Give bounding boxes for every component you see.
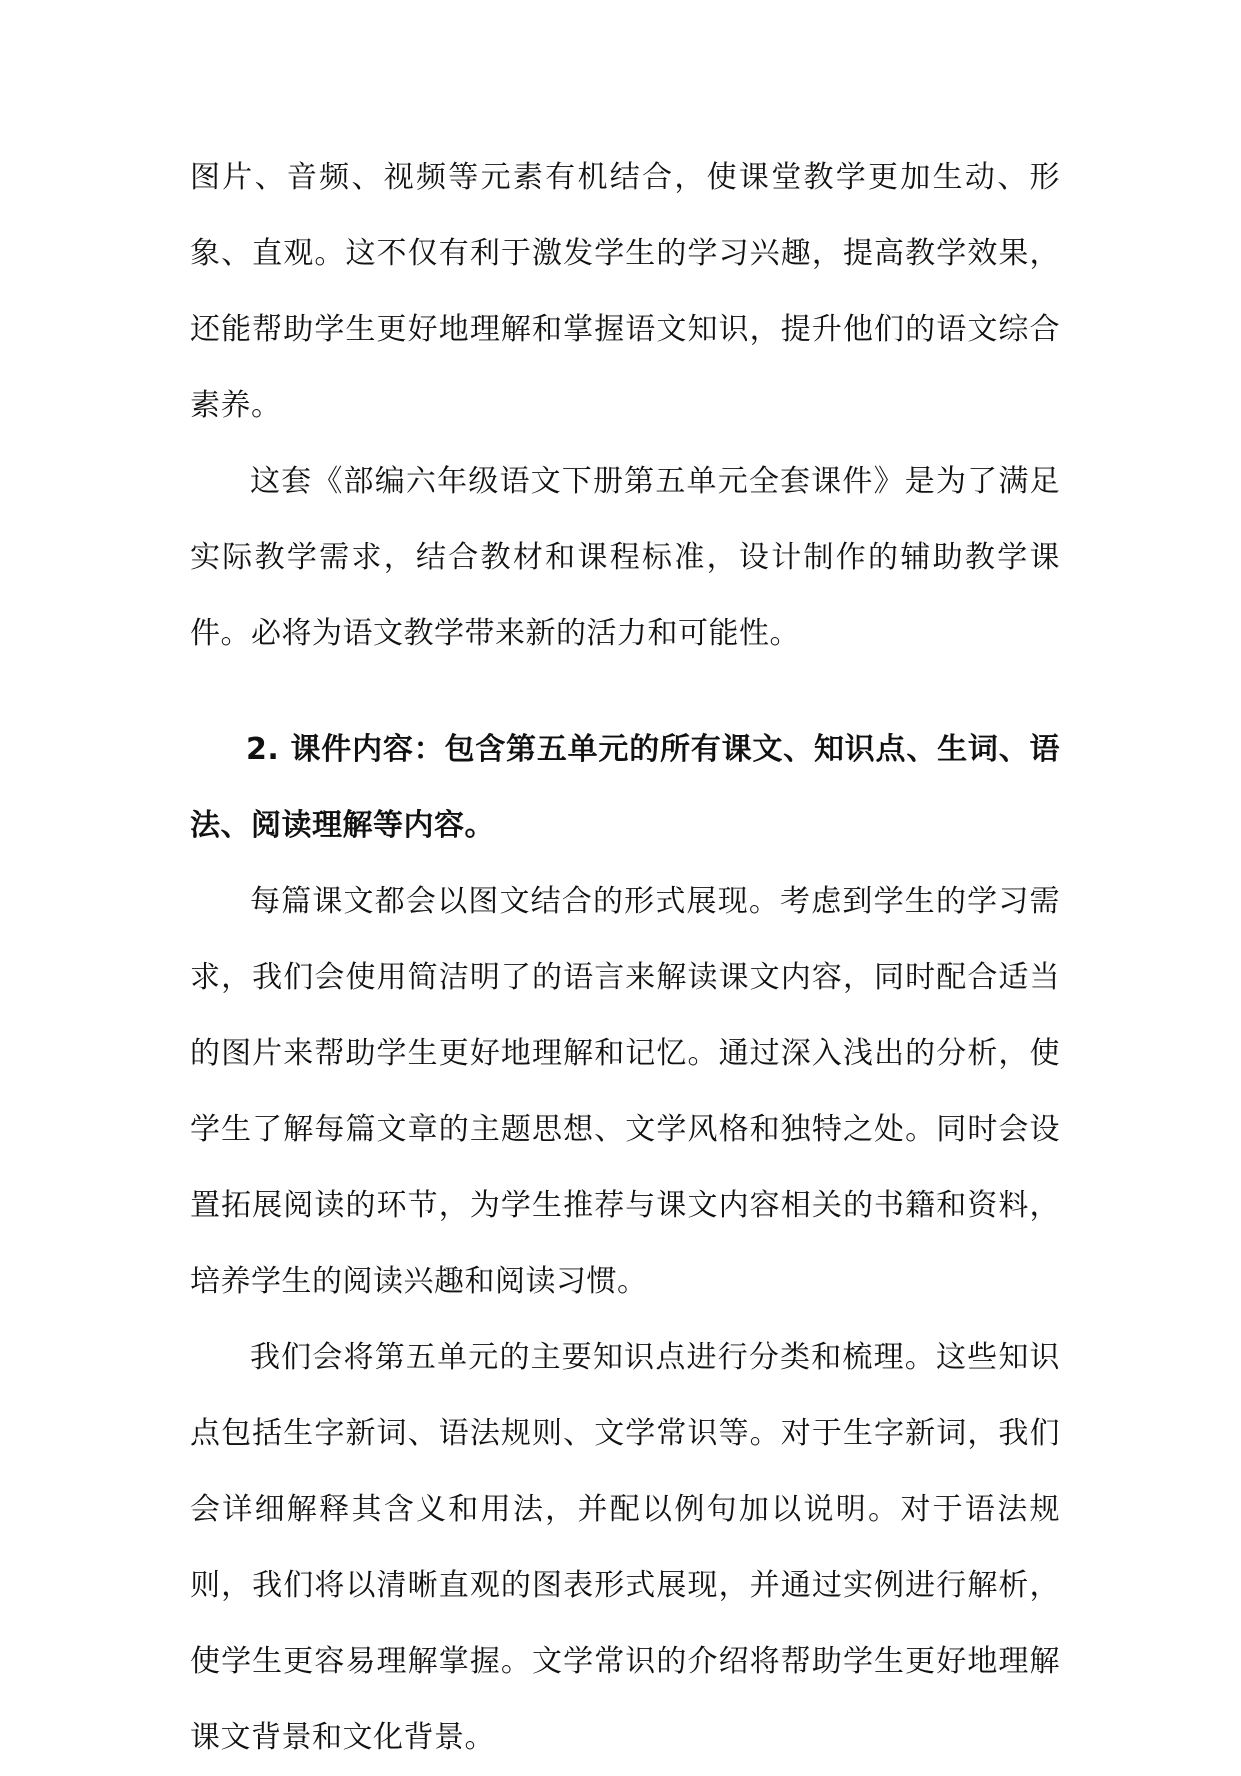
paragraph-knowledge-points: 我们会将第五单元的主要知识点进行分类和梳理。这些知识点包括生字新词、语法规则、文学常识等。对于生字新词，我们会详细解释其含义和用法，并配以例句加以说明。对于语法规则，我们将以清晰直观的图表形式展现，并通过实例进行解析，使学生更容易理解掌握。文学常识的介绍将帮助学生更好地理解课文背景和文化背景。 — [190, 1340, 1060, 1755]
paragraph-texts: 每篇课文都会以图文结合的形式展现。考虑到学生的学习需求，我们会使用简洁明了的语言来解读课文内容，同时配合适当的图片来帮助学生更好地理解和记忆。通过深入浅出的分析，使学生了解每篇文章的主题思想、文学风格和独特之处。同时会设置拓展阅读的环节，为学生推荐与课文内容相关的书籍和资料，培养学生的阅读兴趣和阅读习惯。 — [190, 884, 1060, 1299]
document-body — [190, 140, 1060, 1776]
paragraph-courseware-intro: 这套《部编六年级语文下册第五单元全套课件》是为了满足实际教学需求，结合教材和课程标准，设计制作的辅助教学课件。必将为语文教学带来新的活力和可能性。 — [190, 464, 1060, 651]
section-heading: 2. 课件内容：包含第五单元的所有课文、知识点、生词、语法、阅读理解等内容。 — [190, 732, 1060, 843]
paragraph-continued: 图片、音频、视频等元素有机结合，使课堂教学更加生动、形象、直观。这不仅有利于激发学生的学习兴趣，提高教学效果，还能帮助学生更好地理解和掌握语文知识，提升他们的语文综合素养。 — [190, 160, 1060, 423]
